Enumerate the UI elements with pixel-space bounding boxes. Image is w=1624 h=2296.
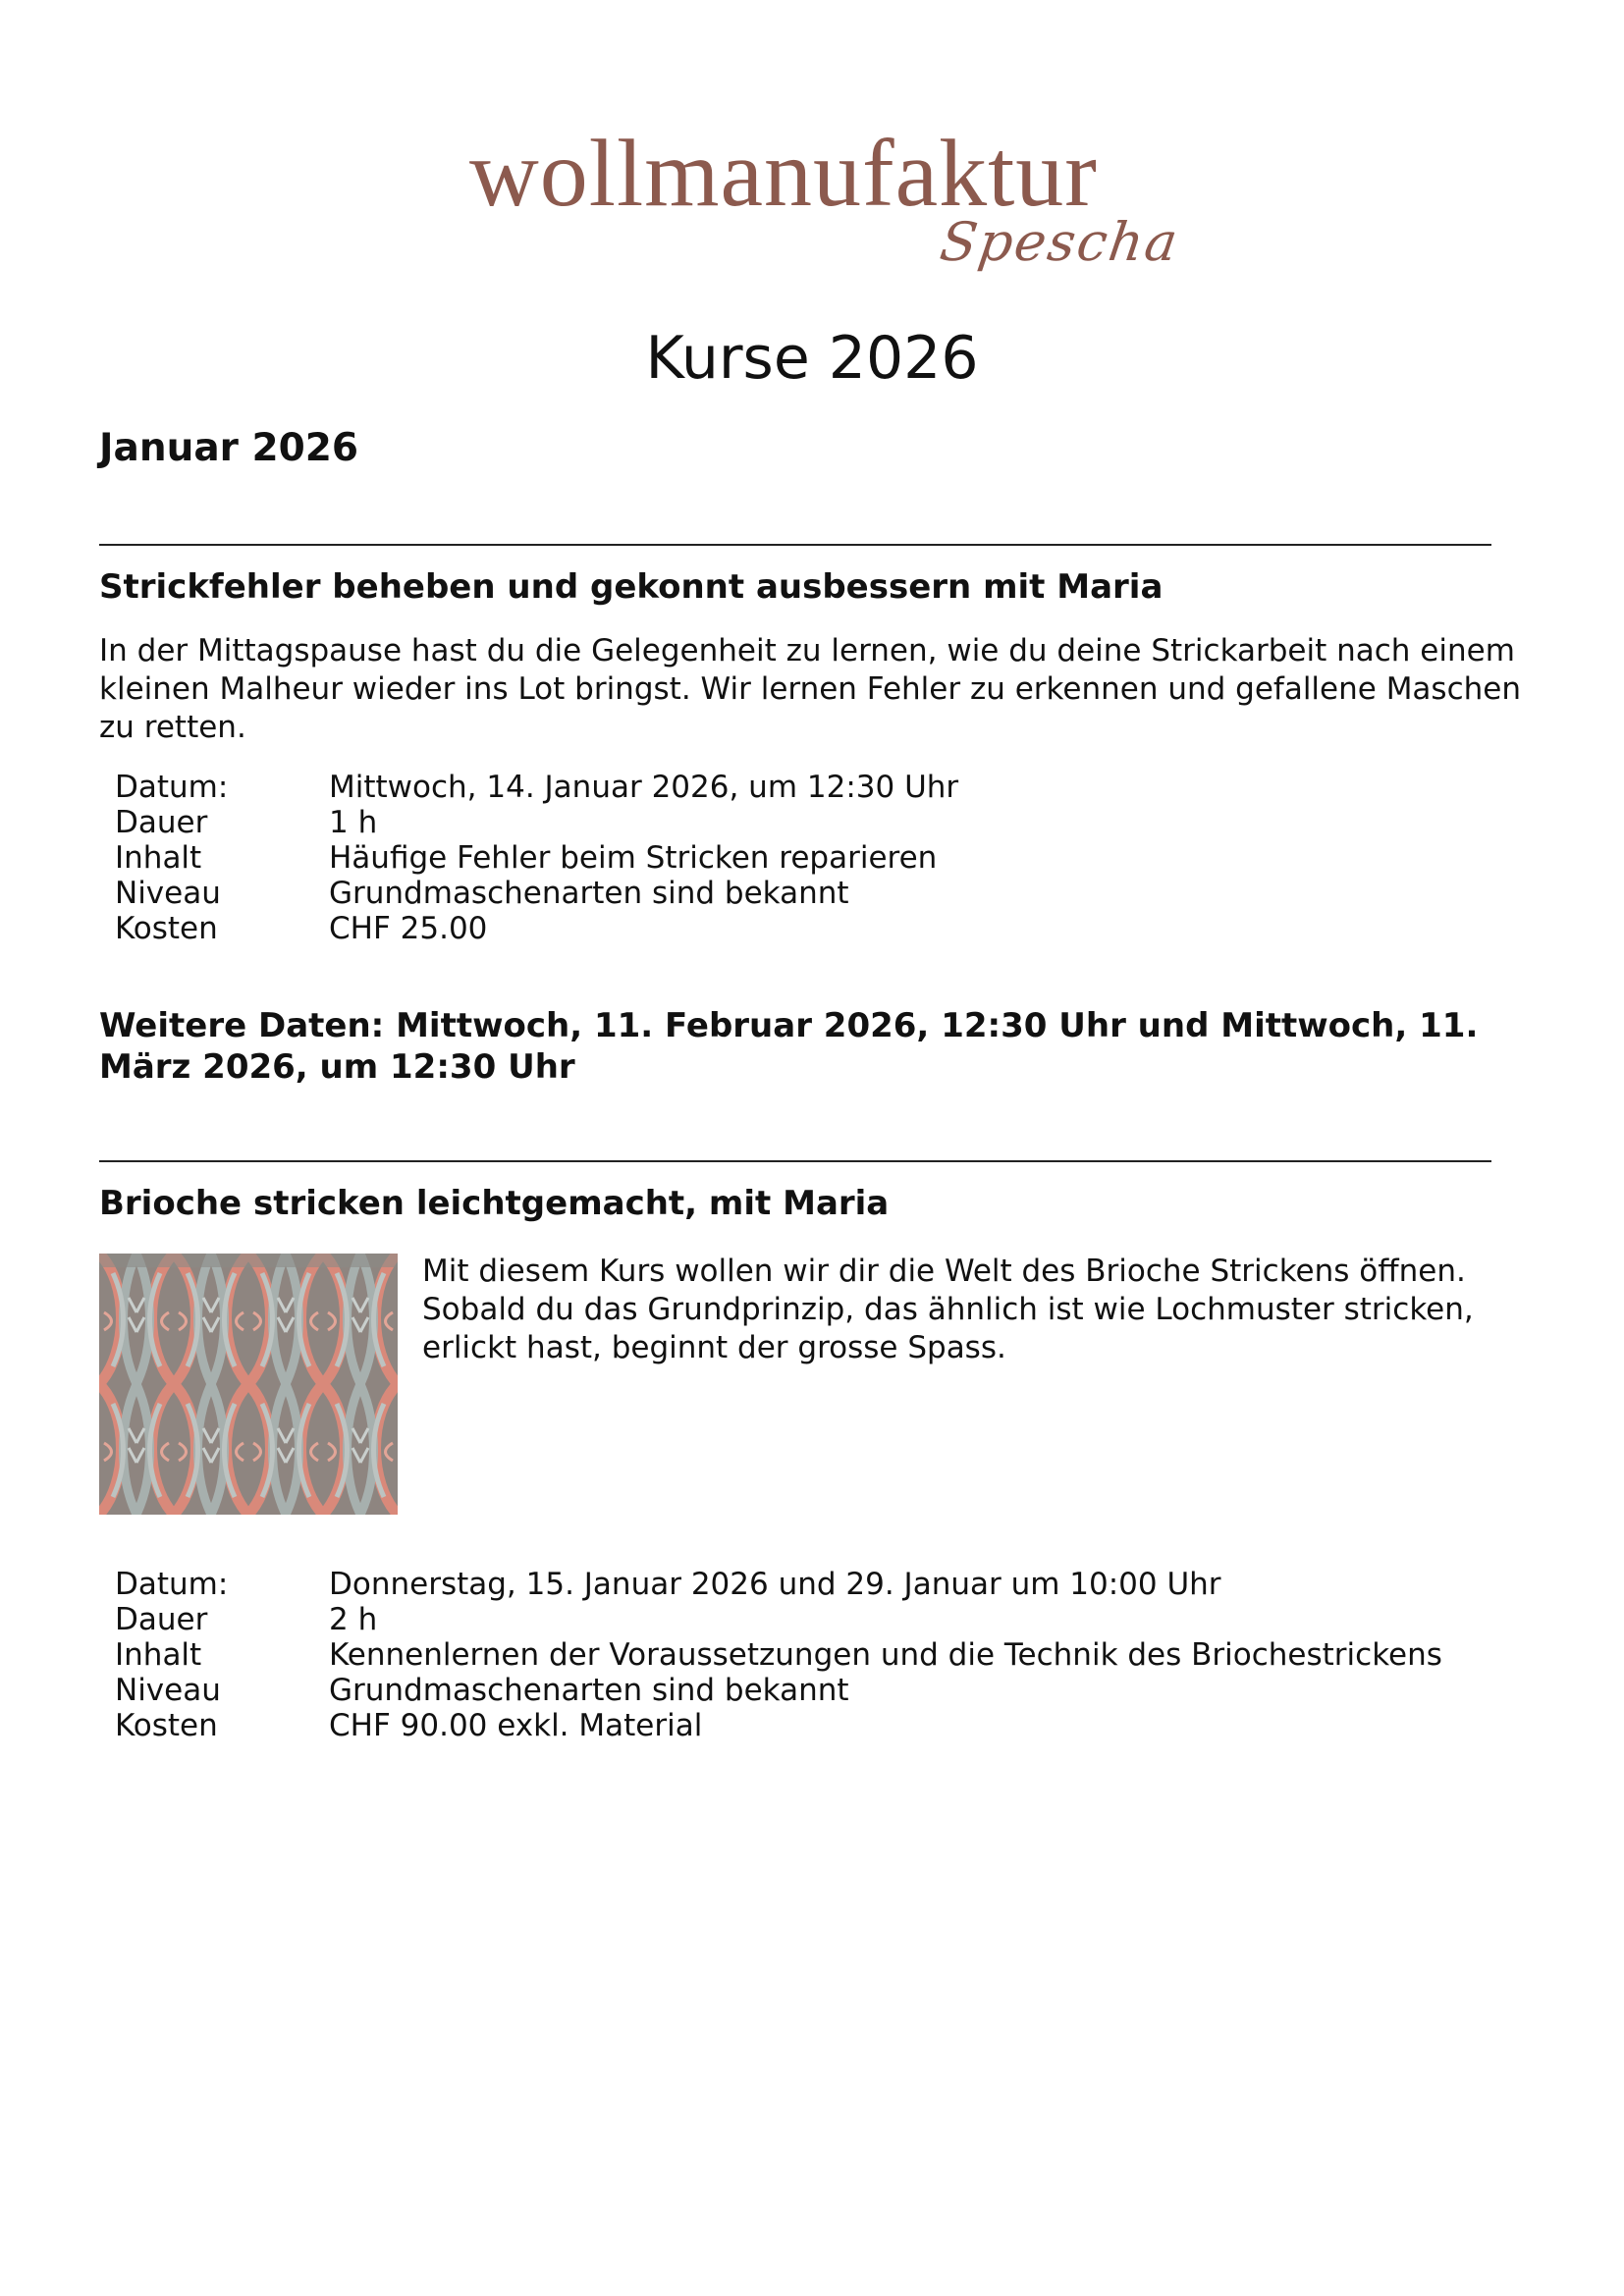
section-divider bbox=[99, 1160, 1491, 1162]
brioche-knit-photo bbox=[99, 1254, 398, 1515]
course-title: Brioche stricken leichtgemacht, mit Maria bbox=[99, 1184, 890, 1223]
details-label: Kosten bbox=[115, 911, 218, 946]
logo-script: Spescha bbox=[936, 211, 1183, 273]
details-row-duration bbox=[115, 1602, 1442, 1637]
details-value: Grundmaschenarten sind bekannt bbox=[329, 1673, 849, 1708]
course-description: Mit diesem Kurs wollen wir dir die Welt des Brioche Strickens öffnen. Sobald du das Grundprinzip, das ähnlich ist wie Lochmuster stricken, erlickt hast, beginnt der grosse Spass. bbox=[422, 1254, 1474, 1365]
details-row-date bbox=[115, 1567, 1442, 1602]
details-row-duration bbox=[115, 805, 958, 840]
details-row-cost bbox=[115, 1708, 1442, 1743]
details-label: Dauer bbox=[115, 1602, 208, 1637]
details-value: Häufige Fehler beim Stricken reparieren bbox=[329, 840, 938, 876]
additional-dates: Weitere Daten: Mittwoch, 11. Februar 2026, 12:30 Uhr und Mittwoch, 11. März 2026, um 12:30 Uhr bbox=[99, 1006, 1479, 1087]
details-row-cost bbox=[115, 911, 958, 946]
details-value: Donnerstag, 15. Januar 2026 und 29. Januar um 10:00 Uhr bbox=[329, 1567, 1221, 1602]
details-label: Niveau bbox=[115, 1673, 221, 1708]
details-label: Inhalt bbox=[115, 840, 202, 876]
details-value: Kennenlernen der Voraussetzungen und die Technik des Briochestrickens bbox=[329, 1637, 1442, 1673]
details-row-level bbox=[115, 876, 958, 911]
course-details bbox=[115, 1567, 1442, 1743]
details-label: Datum: bbox=[115, 770, 229, 805]
brand-logo bbox=[469, 121, 1196, 283]
details-value: Grundmaschenarten sind bekannt bbox=[329, 876, 849, 911]
details-label: Dauer bbox=[115, 805, 208, 840]
details-value: Mittwoch, 14. Januar 2026, um 12:30 Uhr bbox=[329, 770, 959, 805]
section-divider bbox=[99, 544, 1491, 546]
course-title: Strickfehler beheben und gekonnt ausbessern mit Maria bbox=[99, 567, 1164, 607]
details-label: Datum: bbox=[115, 1567, 229, 1602]
details-label: Kosten bbox=[115, 1708, 218, 1743]
details-value: CHF 25.00 bbox=[329, 911, 488, 946]
course-description: In der Mittagspause hast du die Gelegenheit zu lernen, wie du deine Strickarbeit nach einem kleinen Malheur wieder ins Lot bringst. Wir lernen Fehler zu erkennen und gefallene Maschen zu retten. bbox=[99, 633, 1521, 745]
details-value: 1 h bbox=[329, 805, 378, 840]
details-value: CHF 90.00 exkl. Material bbox=[329, 1708, 703, 1743]
logo-wordmark: wollmanufaktur bbox=[469, 121, 1098, 227]
details-label: Niveau bbox=[115, 876, 221, 911]
details-row-content bbox=[115, 1637, 1442, 1673]
details-label: Inhalt bbox=[115, 1637, 202, 1673]
details-row-date bbox=[115, 770, 958, 805]
course-details bbox=[115, 770, 958, 946]
page-title: Kurse 2026 bbox=[645, 324, 979, 393]
details-row-level bbox=[115, 1673, 1442, 1708]
details-value: 2 h bbox=[329, 1602, 378, 1637]
details-row-content bbox=[115, 840, 958, 876]
month-heading: Januar 2026 bbox=[99, 426, 359, 470]
